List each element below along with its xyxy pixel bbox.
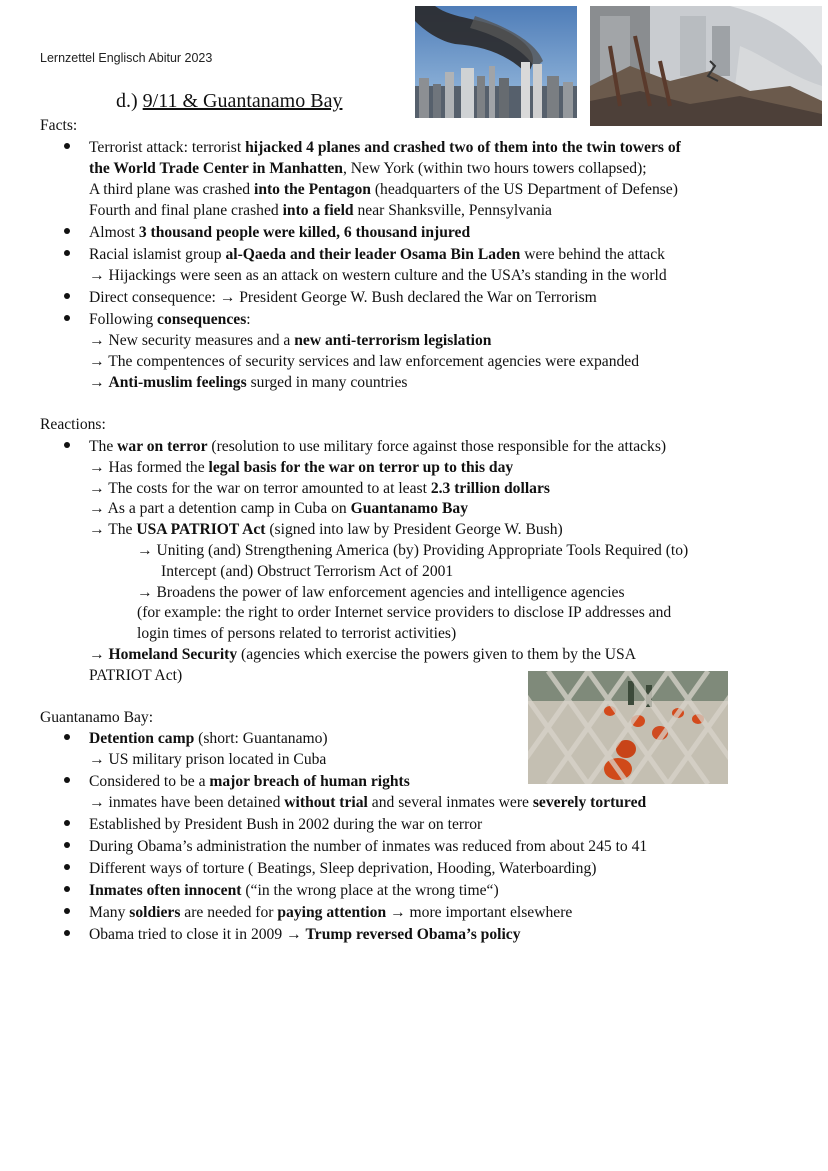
title-text: 9/11 & Guantanamo Bay xyxy=(142,90,343,112)
bullet-dot xyxy=(64,143,70,149)
guantanamo-item-6: Inmates often innocent (“in the wrong place at the wrong time“) xyxy=(89,882,499,899)
facts-item-3: Racial islamist group al-Qaeda and their leader Osama Bin Laden were behind the attack xyxy=(89,246,665,263)
reactions-sub-1: → Has formed the legal basis for the war on terror up to this day xyxy=(89,459,514,476)
guantanamo-item-1-sub: → US military prison located in Cuba xyxy=(89,751,327,768)
facts-item-5-sub-2: → The compentences of security services and law enforcement agencies were expanded xyxy=(89,353,640,370)
reactions-sub-2: → The costs for the war on terror amounted to at least 2.3 trillion dollars xyxy=(89,480,550,497)
reactions-sub-3: → As a part a detention camp in Cuba on Guantanamo Bay xyxy=(89,500,468,517)
reactions-sub-4: → The USA PATRIOT Act (signed into law by President George W. Bush) xyxy=(89,521,563,538)
guantanamo-item-4: During Obama’s administration the number of inmates was reduced from about 245 to 41 xyxy=(89,838,648,855)
course-label: Lernzettel Englisch Abitur 2023 xyxy=(40,51,213,65)
guantanamo-item-2: Considered to be a major breach of human rights xyxy=(89,773,410,790)
bullet-dot xyxy=(64,293,70,299)
bullet-dot xyxy=(64,842,70,848)
facts-item-4: Direct consequence: → President George W. Bush declared the War on Terrorism xyxy=(89,289,597,306)
reactions-heading: Reactions: xyxy=(40,416,106,433)
bullet-dot xyxy=(64,228,70,234)
reactions-sub-5: → Uniting (and) Strengthening America (by) Providing Appropriate Tools Required (to) xyxy=(137,542,689,559)
facts-item-1-line-4: Fourth and final plane crashed into a field near Shanksville, Pennsylvania xyxy=(89,202,552,219)
reactions-item-1: The war on terror (resolution to use military force against those responsible for the attacks) xyxy=(89,438,667,455)
bullet-dot xyxy=(64,315,70,321)
bullet-dot xyxy=(64,442,70,448)
guantanamo-item-1: Detention camp (short: Guantanamo) xyxy=(89,730,328,747)
reactions-sub-6: Intercept (and) Obstruct Terrorism Act of 2001 xyxy=(161,563,454,580)
bullet-dot xyxy=(64,734,70,740)
title-prefix: d.) xyxy=(116,90,143,112)
detention-camp-photo xyxy=(528,671,728,784)
bullet-dot xyxy=(64,908,70,914)
facts-item-5-sub-3: → Anti-muslim feelings surged in many countries xyxy=(89,374,408,391)
guantanamo-item-5: Different ways of torture ( Beatings, Sleep deprivation, Hooding, Waterboarding) xyxy=(89,860,597,877)
facts-item-5: Following consequences: xyxy=(89,311,251,328)
reactions-sub-7: → Broadens the power of law enforcement agencies and intelligence agencies xyxy=(137,584,625,601)
guantanamo-item-3: Established by President Bush in 2002 during the war on terror xyxy=(89,816,483,833)
facts-item-2: Almost 3 thousand people were killed, 6 thousand injured xyxy=(89,224,471,241)
facts-heading: Facts: xyxy=(40,117,78,134)
facts-item-1-line-1: Terrorist attack: terrorist hijacked 4 planes and crashed two of them into the twin towers of xyxy=(89,139,681,156)
bullet-dot xyxy=(64,930,70,936)
bullet-dot xyxy=(64,864,70,870)
ruins-photo xyxy=(590,6,822,126)
guantanamo-item-2-sub: → inmates have been detained without trial and several inmates were severely tortured xyxy=(89,794,647,811)
reactions-sub-11: PATRIOT Act) xyxy=(89,667,183,684)
bullet-dot xyxy=(64,820,70,826)
bullet-dot xyxy=(64,777,70,783)
facts-item-3-sub: → Hijackings were seen as an attack on western culture and the USA’s standing in the world xyxy=(89,267,667,284)
page-title xyxy=(116,90,342,113)
reactions-sub-10: → Homeland Security (agencies which exercise the powers given to them by the USA xyxy=(89,646,636,663)
reactions-sub-9: login times of persons related to terrorist activities) xyxy=(137,625,457,642)
guantanamo-heading: Guantanamo Bay: xyxy=(40,709,154,726)
facts-item-1-line-3: A third plane was crashed into the Pentagon (headquarters of the US Department of Defense) xyxy=(89,181,678,198)
bullet-dot xyxy=(64,250,70,256)
facts-item-1-line-2: the World Trade Center in Manhatten, New York (within two hours towers collapsed); xyxy=(89,160,647,177)
bullet-dot xyxy=(64,886,70,892)
guantanamo-item-7: Many soldiers are needed for paying attention → more important elsewhere xyxy=(89,904,573,921)
facts-item-5-sub-1: → New security measures and a new anti-terrorism legislation xyxy=(89,332,492,349)
guantanamo-item-8: Obama tried to close it in 2009 → Trump reversed Obama’s policy xyxy=(89,926,521,943)
reactions-sub-8: (for example: the right to order Internet service providers to disclose IP addresses and xyxy=(137,604,672,621)
burning-towers-photo xyxy=(415,6,577,118)
